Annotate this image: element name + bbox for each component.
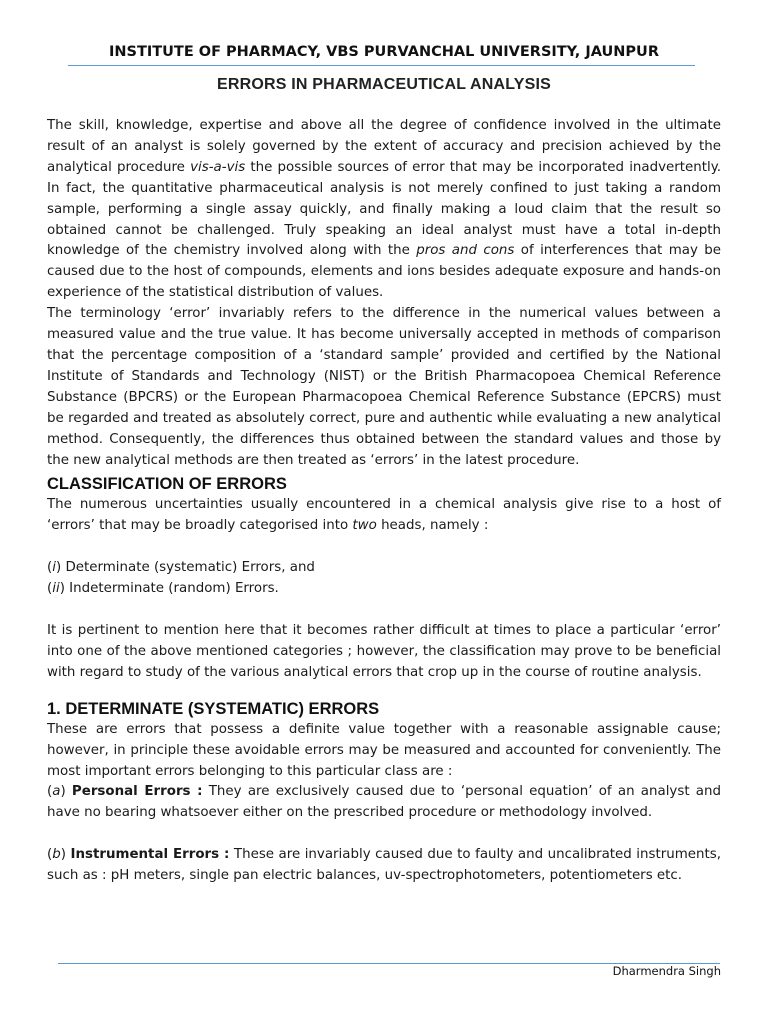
personal-errors-text: They are exclusively caused due to ‘personal equation’ of an analyst and have no bearing whatsoever either on the prescribed procedure or methodology involved.	[47, 784, 721, 821]
intro-paragraph-2: The terminology ‘error’ invariably refers to the difference in the numerical values between a measured value and the true value. It has become universally accepted in methods of comparison that the percentage composition of a ‘standard sample’ provided and certified by the National Institute of Standards and Technology (NIST) or the British Pharmacopoea Chemical Reference Substance (BPCRS) or the European Pharmacopoea Chemical Reference Substance (EPCRS) must be regarded and treated as absolutely correct, pure and authentic while evaluating a new analytical method. Consequently, the differences thus obtained between the standard values and those by the new analytical methods are then treated as ‘errors’ in the latest procedure.	[47, 306, 721, 468]
spacer	[47, 684, 721, 696]
classification-paragraph-2: It is pertinent to mention here that it becomes rather difficult at times to place a particular ‘error’ into one of the above mentioned categories ; however, the classification may prove to be beneficial with regard to study of the various analytical errors that crop up in the course of routine analysis.	[47, 623, 721, 680]
personal-errors-label: Personal Errors :	[71, 784, 203, 800]
institute-header: INSTITUTE OF PHARMACY, VBS PURVANCHAL UNIVERSITY, JAUNPUR	[109, 44, 659, 60]
intro-text: The skill, knowledge, expertise and above all the degree of confidence involved in the ultimate result of an analyst is solely governed by the extent of accuracy and precision achieved by the analytical procedure	[47, 118, 721, 175]
item-paren: )	[60, 784, 72, 800]
classification-paragraph-1	[47, 495, 721, 537]
determinate-paragraph-1: These are errors that possess a definite value together with a reasonable assignable cause; however, in principle these avoidable errors may be measured and accounted for conveniently. The most important errors belonging to this particular class are :	[47, 721, 721, 779]
classification-heading: CLASSIFICATION OF ERRORS	[47, 475, 287, 494]
instrumental-errors-paragraph	[47, 845, 721, 887]
instrumental-errors-text: These are invariably caused due to faulty and uncalibrated instruments, such as : pH meters, single pan electric balances, uv-spectrophotometers, potentiometers etc.	[47, 847, 721, 884]
spacer	[47, 537, 721, 558]
item-paren: (	[47, 847, 53, 863]
instrumental-errors-label: Instrumental Errors :	[70, 847, 230, 863]
item-numeral: i	[52, 560, 56, 576]
document-title: ERRORS IN PHARMACEUTICAL ANALYSIS	[216, 76, 552, 93]
item-text: ) Indeterminate (random) Errors.	[59, 581, 279, 597]
item-paren: (	[47, 784, 53, 800]
item-letter: b	[52, 847, 61, 863]
spacer	[47, 824, 721, 845]
classification-item-1	[47, 558, 721, 579]
item-text: ) Determinate (systematic) Errors, and	[55, 560, 315, 576]
classification-emphasis: two	[352, 518, 377, 534]
item-paren: (	[47, 560, 53, 576]
document-body	[47, 116, 721, 887]
intro-text: the possible sources of error that may be incorporated inadvertently. In fact, the quantitative pharmaceutical analysis is not merely confined to just taking a random sample, performing a single assay quickly, and finally making a loud claim that the result so obtained cannot be challenged. Truly speaking an ideal analyst must have a total in-depth knowledge of the chemistry involved along with the	[47, 159, 721, 259]
footer-author: Dharmendra Singh	[612, 964, 721, 978]
intro-emphasis: vis-a-vis	[190, 159, 246, 175]
item-paren: )	[60, 847, 71, 863]
determinate-heading: 1. DETERMINATE (SYSTEMATIC) ERRORS	[47, 699, 380, 718]
classification-item-2	[47, 579, 721, 600]
personal-errors-paragraph	[47, 782, 721, 824]
header-divider	[68, 65, 695, 66]
item-paren: (	[47, 581, 53, 597]
classification-text: heads, namely :	[376, 518, 489, 534]
intro-paragraph-1	[47, 116, 721, 304]
intro-emphasis: pros and cons	[416, 243, 515, 259]
classification-text: The numerous uncertainties usually encountered in a chemical analysis give rise to a host of ‘errors’ that may be broadly categorised into	[47, 497, 721, 534]
intro-text: of interferences that may be caused due to the host of compounds, elements and ions besides adequate exposure and hands-on experience of the statistical distribution of values.	[47, 243, 721, 301]
spacer	[47, 600, 721, 621]
item-numeral: ii	[52, 581, 60, 597]
item-letter: a	[52, 784, 61, 800]
